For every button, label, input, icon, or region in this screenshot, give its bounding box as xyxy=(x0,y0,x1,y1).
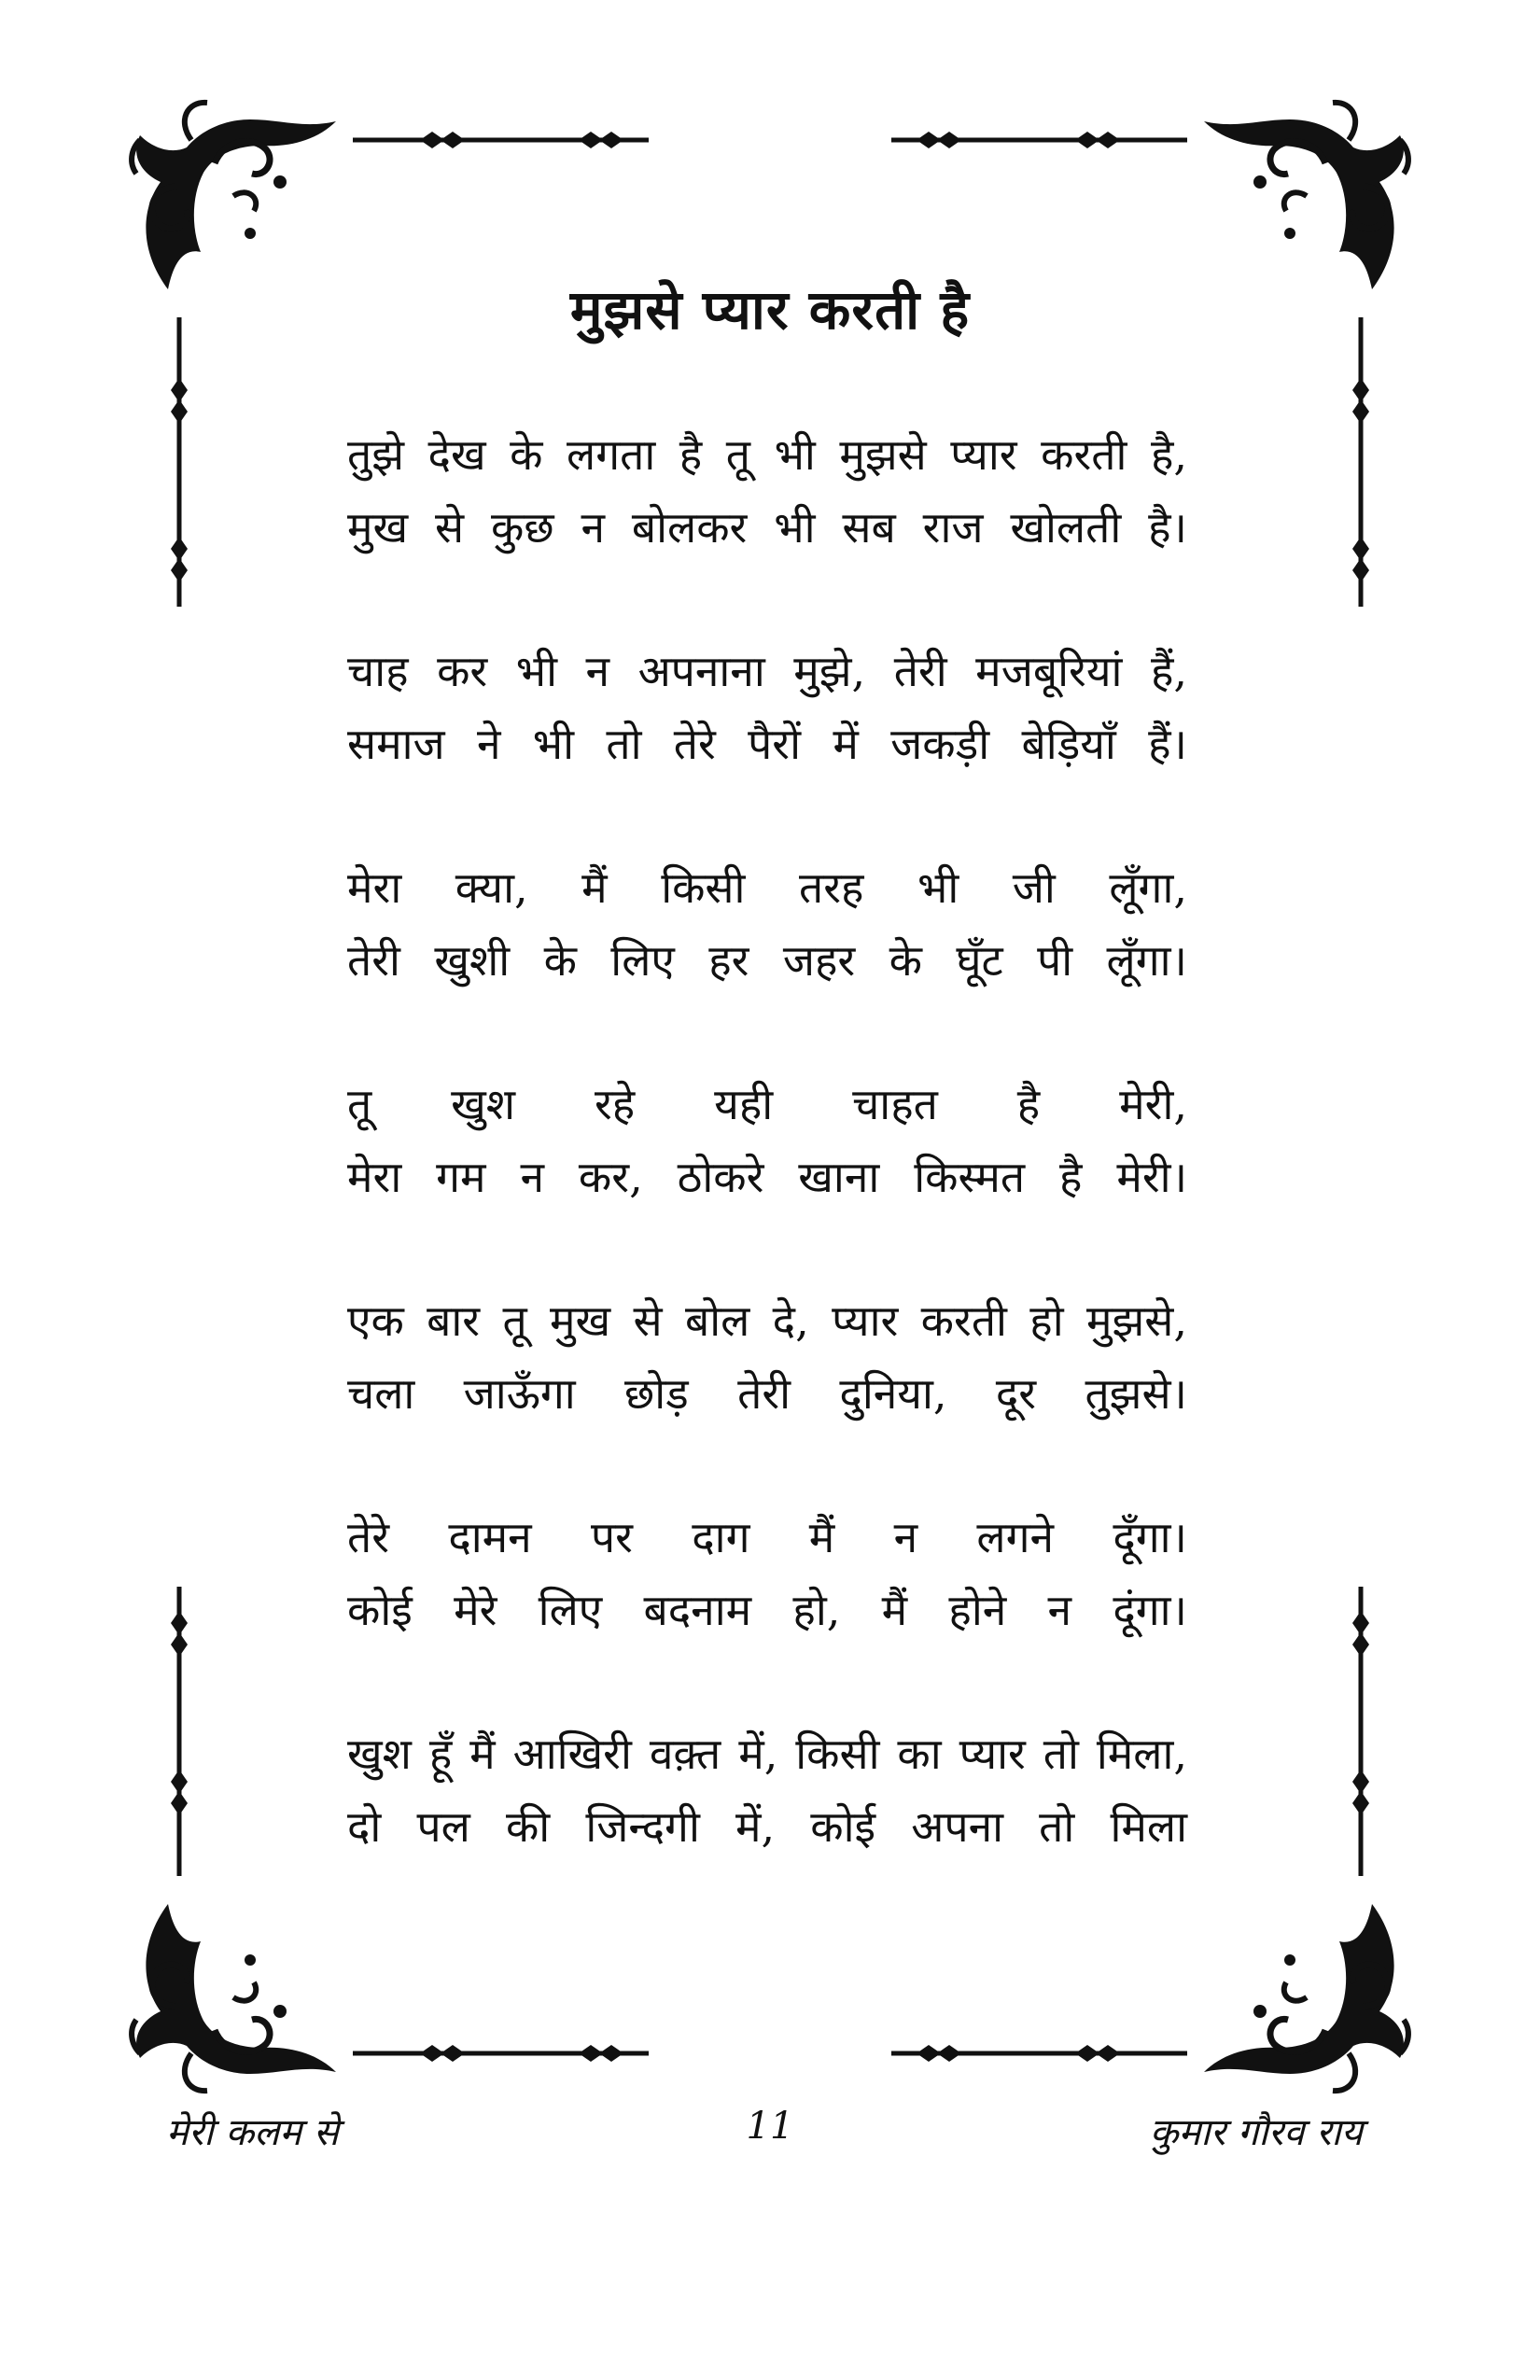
page-number: 11 xyxy=(746,2105,794,2148)
poem-title: मुझसे प्यार करती है xyxy=(569,278,971,342)
poem-line: मुख से कुछ न बोलकर भी सब राज खोलती है। xyxy=(347,502,1187,553)
stanza xyxy=(347,1501,1187,1646)
stanza xyxy=(347,1068,1187,1213)
stanza xyxy=(347,1717,1187,1863)
poem-line: तुझे देख के लगता है तू भी मुझसे प्यार करती है, xyxy=(347,429,1187,480)
poem-line: चाह कर भी न अपनाना मुझे, तेरी मजबूरियां हैं, xyxy=(347,646,1187,696)
stanza xyxy=(347,851,1187,997)
poem-line: समाज ने भी तो तेरे पैरों में जकड़ी बेड़ियाँ हैं। xyxy=(347,719,1187,769)
stanza xyxy=(347,635,1187,780)
poem-line: तेरी खुशी के लिए हर जहर के घूँट पी लूँगा। xyxy=(347,935,1187,986)
poem-line: चला जाऊँगा छोड़ तेरी दुनिया, दूर तुझसे। xyxy=(347,1368,1187,1419)
footer-author: कुमार गौरव राय xyxy=(1149,2111,1363,2154)
poem-line: मेरा गम न कर, ठोकरे खाना किस्मत है मेरी। xyxy=(347,1152,1187,1202)
stanza xyxy=(347,418,1187,564)
poem-body xyxy=(347,418,1187,1934)
poem-line: खुश हूँ मैं आखिरी वक़्त में, किसी का प्यार तो मिला, xyxy=(347,1729,1187,1779)
stanza xyxy=(347,1284,1187,1430)
poem-line: कोई मेरे लिए बदनाम हो, मैं होने न दूंगा। xyxy=(347,1585,1187,1635)
poem-line: मेरा क्या, मैं किसी तरह भी जी लूँगा, xyxy=(347,862,1187,913)
poem-line: दो पल की जिन्दगी में, कोई अपना तो मिला xyxy=(347,1801,1187,1852)
footer-book-title: मेरी कलम से xyxy=(166,2111,339,2154)
poem-line: तू खुश रहे यही चाहत है मेरी, xyxy=(347,1079,1187,1129)
poem-line: एक बार तू मुख से बोल दे, प्यार करती हो मुझसे, xyxy=(347,1295,1187,1346)
poem-line: तेरे दामन पर दाग मैं न लगने दूँगा। xyxy=(347,1512,1187,1562)
